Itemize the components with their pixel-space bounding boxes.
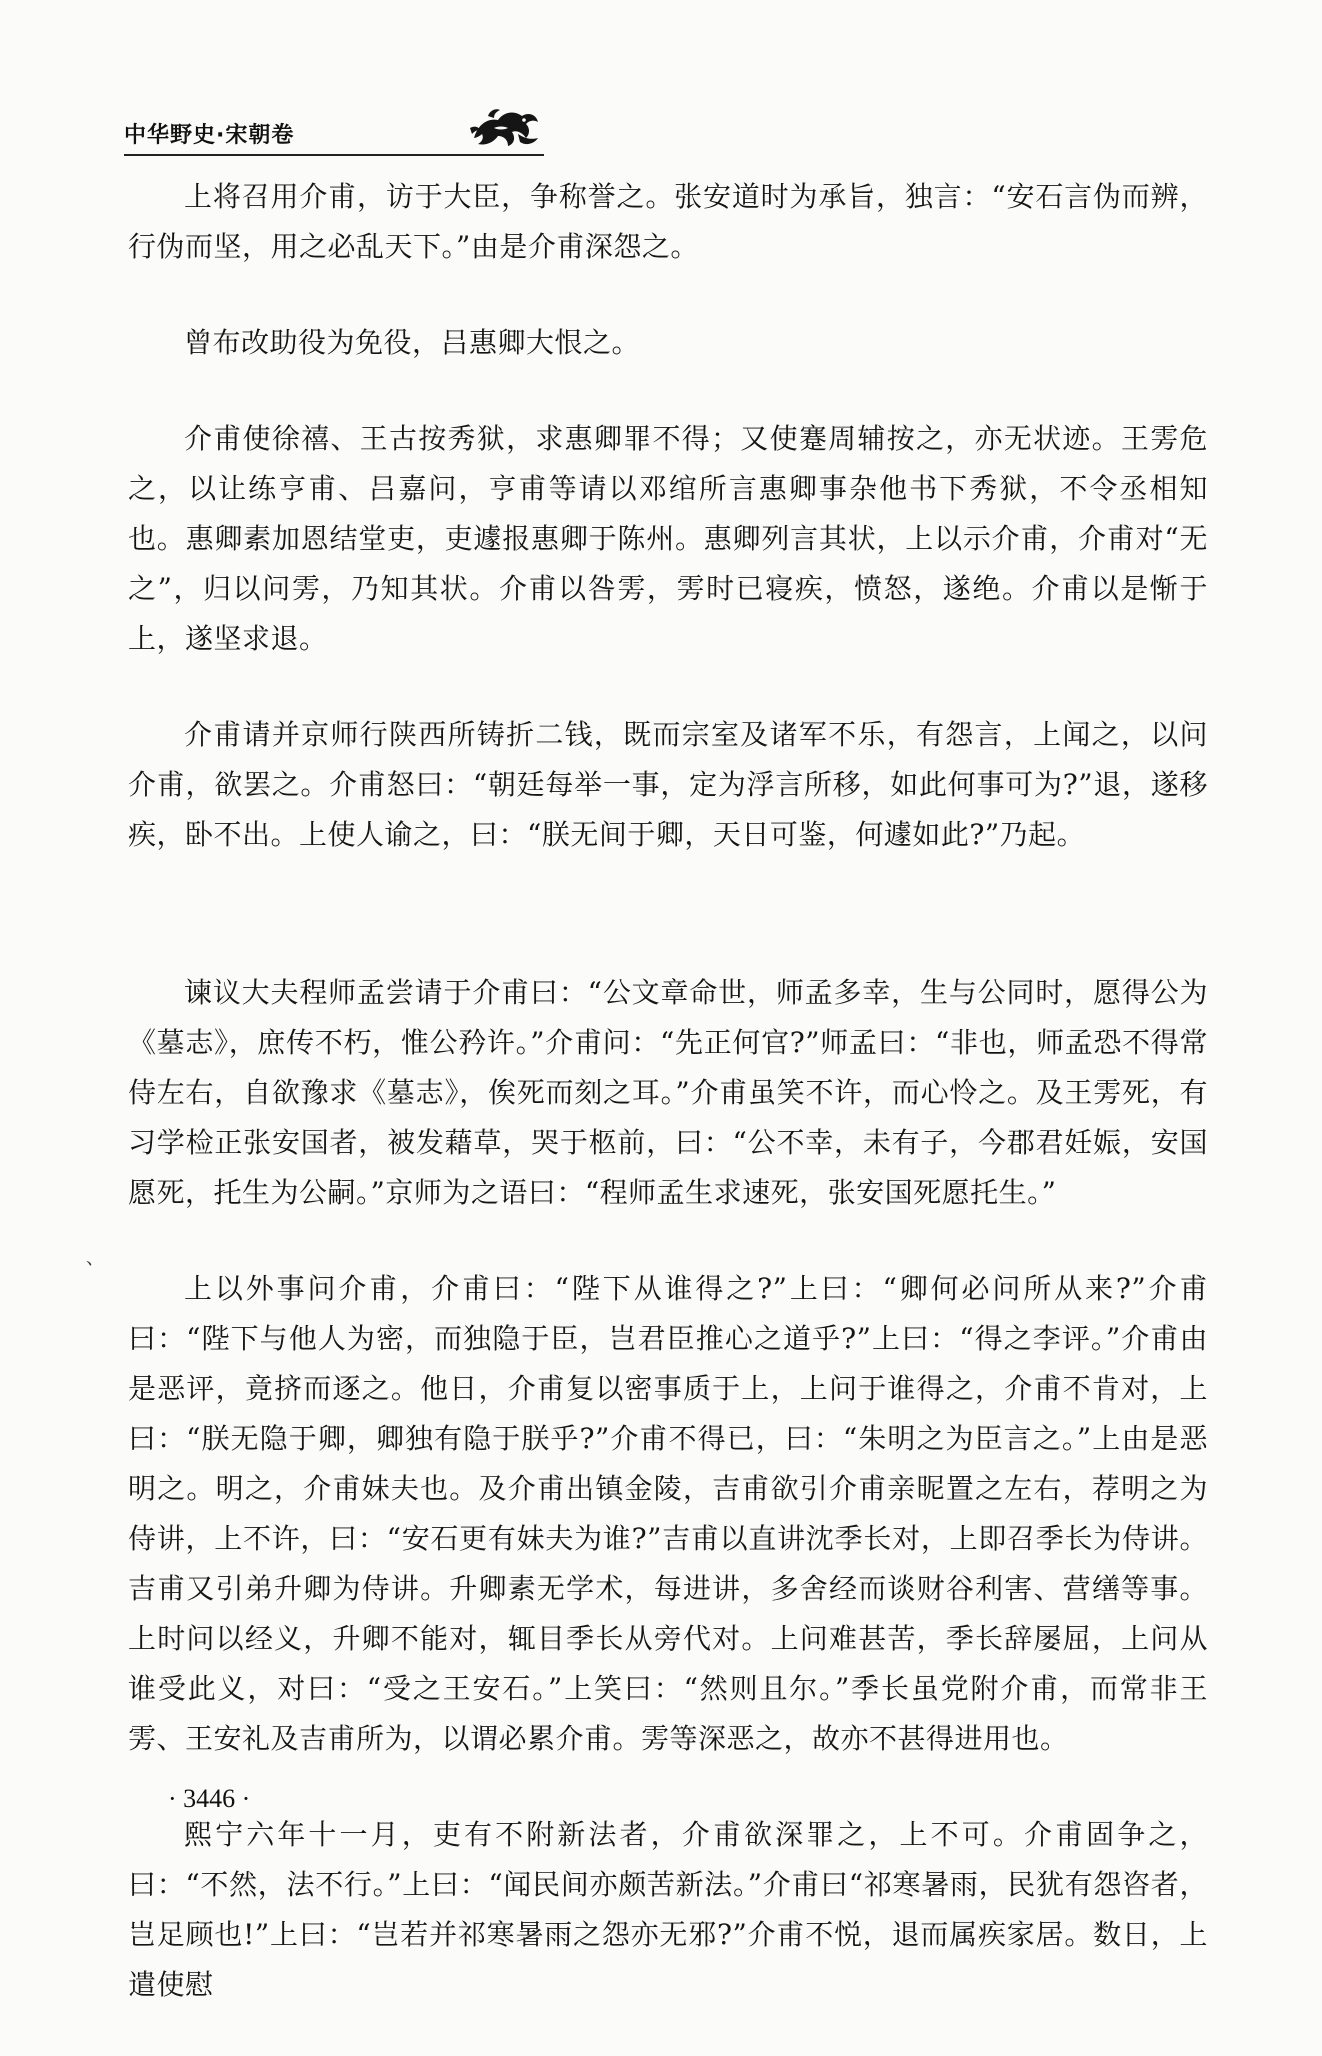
page-number: · 3446 · bbox=[168, 1784, 251, 1813]
paragraph-3: 介甫使徐禧、王古按秀狱，求惠卿罪不得；又使蹇周辅按之，亦无状迹。王雱危之，以让练亨甫、吕嘉问，亨甫等请以邓绾所言惠卿事杂他书下秀狱，不令丞相知也。惠卿素加恩结堂吏，吏遽报惠卿于陈州。惠卿列言其状，上以示介甫，介甫对“无之”，归以问雱，乃知其状。介甫以咎雱，雱时已寝疾，愤怒，遂绝。介甫以是惭于上，遂坚求退。 bbox=[128, 422, 1208, 655]
paragraph-7: 熙宁六年十一月，吏有不附新法者，介甫欲深罪之，上不可。介甫固争之，曰：“不然，法不行。”上曰：“闻民间亦颇苦新法。”介甫曰“祁寒暑雨，民犹有怨咨者，岂足顾也!”上曰：“岂若并祁寒暑雨之怨亦无邪?”介甫不悦，退而属疾家居。数日，上遣使慰 bbox=[128, 1818, 1208, 2001]
body-text-upper bbox=[128, 172, 1208, 2056]
dragon-emblem-icon bbox=[468, 104, 542, 150]
paragraph-1: 上将召用介甫，访于大臣，争称誉之。张安道时为承旨，独言：“安石言伪而辨，行伪而坚，用之必乱天下。”由是介甫深怨之。 bbox=[128, 180, 1208, 263]
margin-mark: 、 bbox=[86, 1248, 104, 1269]
paragraph-5: 谏议大夫程师孟尝请于介甫曰：“公文章命世，师孟多幸，生与公同时，愿得公为《墓志》，庶传不朽，惟公矜许。”介甫问：“先正何官?”师孟曰：“非也，师孟恐不得常侍左右，自欲豫求《墓志》，俟死而刻之耳。”介甫虽笑不许，而心怜之。及王雱死，有习学检正张安国者，被发藉草，哭于柩前，曰：“公不幸，未有子，今郡君妊娠，安国愿死，托生为公嗣。”京师为之语曰：“程师孟生求速死，张安国死愿托生。” bbox=[128, 976, 1208, 1209]
paragraph-6: 上以外事问介甫，介甫曰：“陛下从谁得之?”上曰：“卿何必问所从来?”介甫曰：“陛下与他人为密，而独隐于臣，岂君臣推心之道乎?”上曰：“得之李评。”介甫由是恶评，竟挤而逐之。他日，介甫复以密事质于上，上问于谁得之，介甫不肯对，上曰：“朕无隐于卿，卿独有隐于朕乎?”介甫不得已，曰：“朱明之为臣言之。”上由是恶明之。明之，介甫妹夫也。及介甫出镇金陵，吉甫欲引介甫亲昵置之左右，荐明之为侍讲，上不许，曰：“安石更有妹夫为谁?”吉甫以直讲沈季长对，上即召季长为侍讲。吉甫又引弟升卿为侍讲。升卿素无学术，每进讲，多舍经而谈财谷利害、营缮等事。上时问以经义，升卿不能对，辄目季长从旁代对。上问难甚苦，季长辞屡屈，上问从谁受此义，对曰：“受之王安石。”上笑曰：“然则且尔。”季长虽党附介甫，而常非王雱、王安礼及吉甫所为，以谓必累介甫。雱等深恶之，故亦不甚得进用也。 bbox=[128, 1272, 1208, 1755]
paragraph-4: 介甫请并京师行陕西所铸折二钱，既而宗室及诸军不乐，有怨言，上闻之，以问介甫，欲罢之。介甫怒曰：“朝廷每举一事，定为浮言所移，如此何事可为?”退，遂移疾，卧不出。上使人谕之，曰：“朕无间于卿，天日可鉴，何遽如此?”乃起。 bbox=[128, 718, 1208, 851]
running-header bbox=[124, 104, 544, 156]
book-title: 中华野史·宋朝卷 bbox=[124, 123, 295, 148]
paragraph-2: 曾布改助役为免役，吕惠卿大恨之。 bbox=[184, 326, 641, 359]
header-divider bbox=[124, 154, 544, 156]
